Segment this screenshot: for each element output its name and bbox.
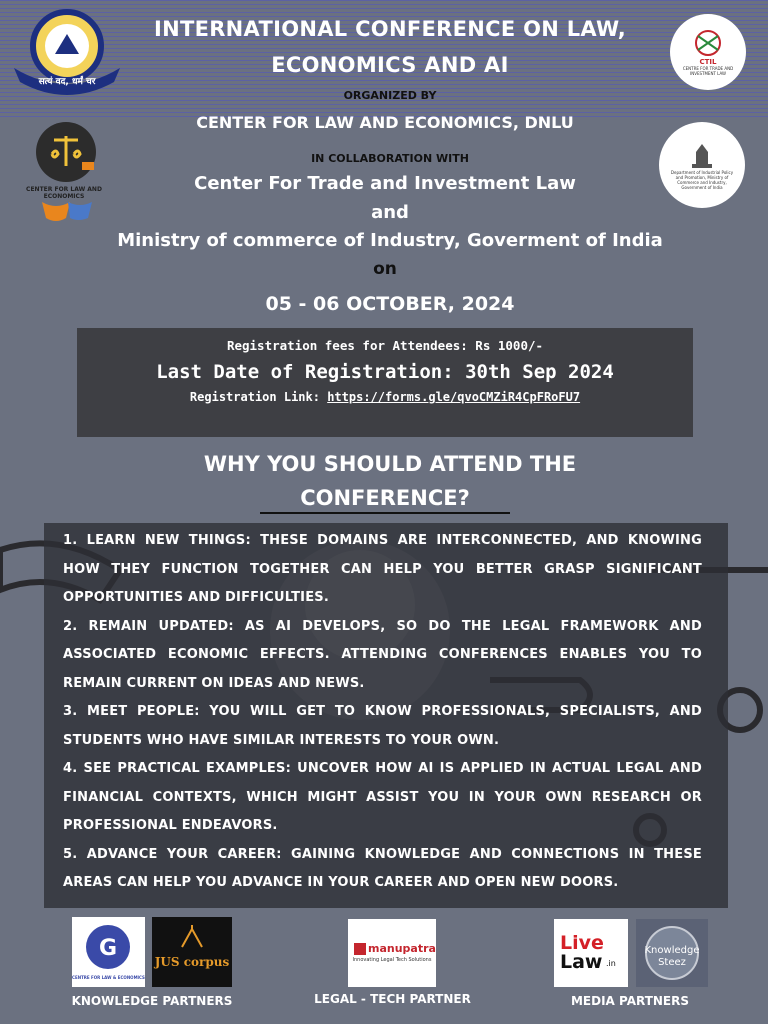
conference-title-line2: ECONOMICS AND AI (271, 53, 509, 77)
ctil-logo (670, 14, 746, 90)
knowledge-steez-line2: Steez (658, 957, 686, 968)
reason-item: 2. REMAIN UPDATED: AS AI DEVELOPS, SO DO THE LEGAL FRAMEWORK AND ASSOCIATED ECONOMIC EFFECTS. ATTENDING CONFERENCES ENABLES YOU TO REMAIN CURRENT ON IDEAS AND NEWS. (63, 618, 702, 691)
manupatra-name: manupatra (368, 942, 436, 955)
registration-deadline: Last Date of Registration: 30th Sep 2024 (156, 361, 614, 383)
juscorpus-logo (152, 917, 232, 987)
cle-logo (8, 118, 120, 224)
reason-item: 1. LEARN NEW THINGS: THESE DOMAINS ARE INTERCONNECTED, AND KNOWING HOW THEY FUNCTION TOGETHER CAN HELP YOU BETTER GRASP SIGNIFICANT OPPORTUNITIES AND DIFFICULTIES. (63, 533, 702, 605)
manupatra-logo (348, 919, 436, 987)
registration-fees: Registration fees for Attendees: Rs 1000/- (226, 338, 544, 353)
collaborator-ctil: Center For Trade and Investment Law (194, 173, 576, 194)
livelaw-law: Law (560, 951, 603, 973)
gnlu-cle-logo (72, 917, 145, 987)
knowledge-steez-line1: Knowledge (644, 945, 700, 956)
legal-tech-partner-label: LEGAL - TECH PARTNER (314, 992, 471, 1006)
cle-caption: CENTER FOR LAW AND ECONOMICS (26, 186, 102, 200)
dpiit-text: Department of Industrial Policy and Promotion, Ministry of Commerce and Industry, Government of India (670, 170, 734, 190)
dpiit-logo (659, 122, 745, 208)
juscorpus-name: JUS corpus (154, 955, 230, 969)
collaborator-ministry: Ministry of commerce of Industry, Goverment of India (117, 230, 663, 251)
organized-by-label: ORGANIZED BY (343, 89, 437, 102)
ctil-abbr: CTIL (699, 58, 717, 66)
registration-panel (77, 328, 693, 437)
collaboration-label: IN COLLABORATION WITH (311, 152, 469, 165)
media-partners-label: MEDIA PARTNERS (570, 994, 690, 1008)
conference-title-line1: INTERNATIONAL CONFERENCE ON LAW, (153, 17, 627, 41)
registration-link[interactable]: https://forms.gle/qvoCMZiR4CpFRoFU7 (327, 390, 581, 404)
reason-item: 5. ADVANCE YOUR CAREER: GAINING KNOWLEDGE AND CONNECTIONS IN THESE AREAS CAN HELP YOU ADVANCE IN YOUR CAREER AND OPEN NEW DOORS. (63, 846, 702, 890)
livelaw-in: .in (606, 959, 616, 968)
reason-item: 4. SEE PRACTICAL EXAMPLES: UNCOVER HOW AI IS APPLIED IN ACTUAL LEGAL AND FINANCIAL CONTEXTS, WHICH MIGHT ASSIST YOU IN YOUR OWN RESEARCH OR PROFESSIONAL ENDEAVORS. (63, 761, 702, 833)
manupatra-mark-icon (354, 943, 366, 955)
university-logo (10, 8, 124, 96)
knowledge-steez-logo (636, 919, 708, 987)
registration-link-row (77, 390, 693, 404)
university-motto: सत्यं वद, धर्मं चर (38, 77, 96, 87)
reasons-panel (44, 523, 728, 908)
livelaw-live: Live (560, 932, 604, 954)
why-heading-line2: CONFERENCE? (260, 486, 510, 514)
manupatra-tagline: Innovating Legal Tech Solutions (352, 957, 432, 963)
and-text: and (371, 202, 409, 223)
why-heading-line1: WHY YOU SHOULD ATTEND THE (203, 452, 577, 476)
on-text: on (373, 259, 397, 279)
registration-link-label: Registration Link: (189, 390, 328, 404)
knowledge-partners-label: KNOWLEDGE PARTNERS (71, 994, 233, 1008)
ctil-name: CENTRE FOR TRADE AND INVESTMENT LAW (682, 66, 734, 76)
conference-date: 05 - 06 OCTOBER, 2024 (265, 293, 515, 315)
reason-item: 3. MEET PEOPLE: YOU WILL GET TO KNOW PROFESSIONALS, SPECIALISTS, AND STUDENTS WHO HAVE SIMILAR INTERESTS TO YOUR OWN. (63, 704, 702, 748)
organizer-name: CENTER FOR LAW AND ECONOMICS, DNLU (196, 113, 574, 132)
svg-text:G: G (98, 936, 118, 961)
livelaw-logo (554, 919, 628, 987)
gnlu-caption: CENTRE FOR LAW & ECONOMICS (72, 975, 145, 980)
